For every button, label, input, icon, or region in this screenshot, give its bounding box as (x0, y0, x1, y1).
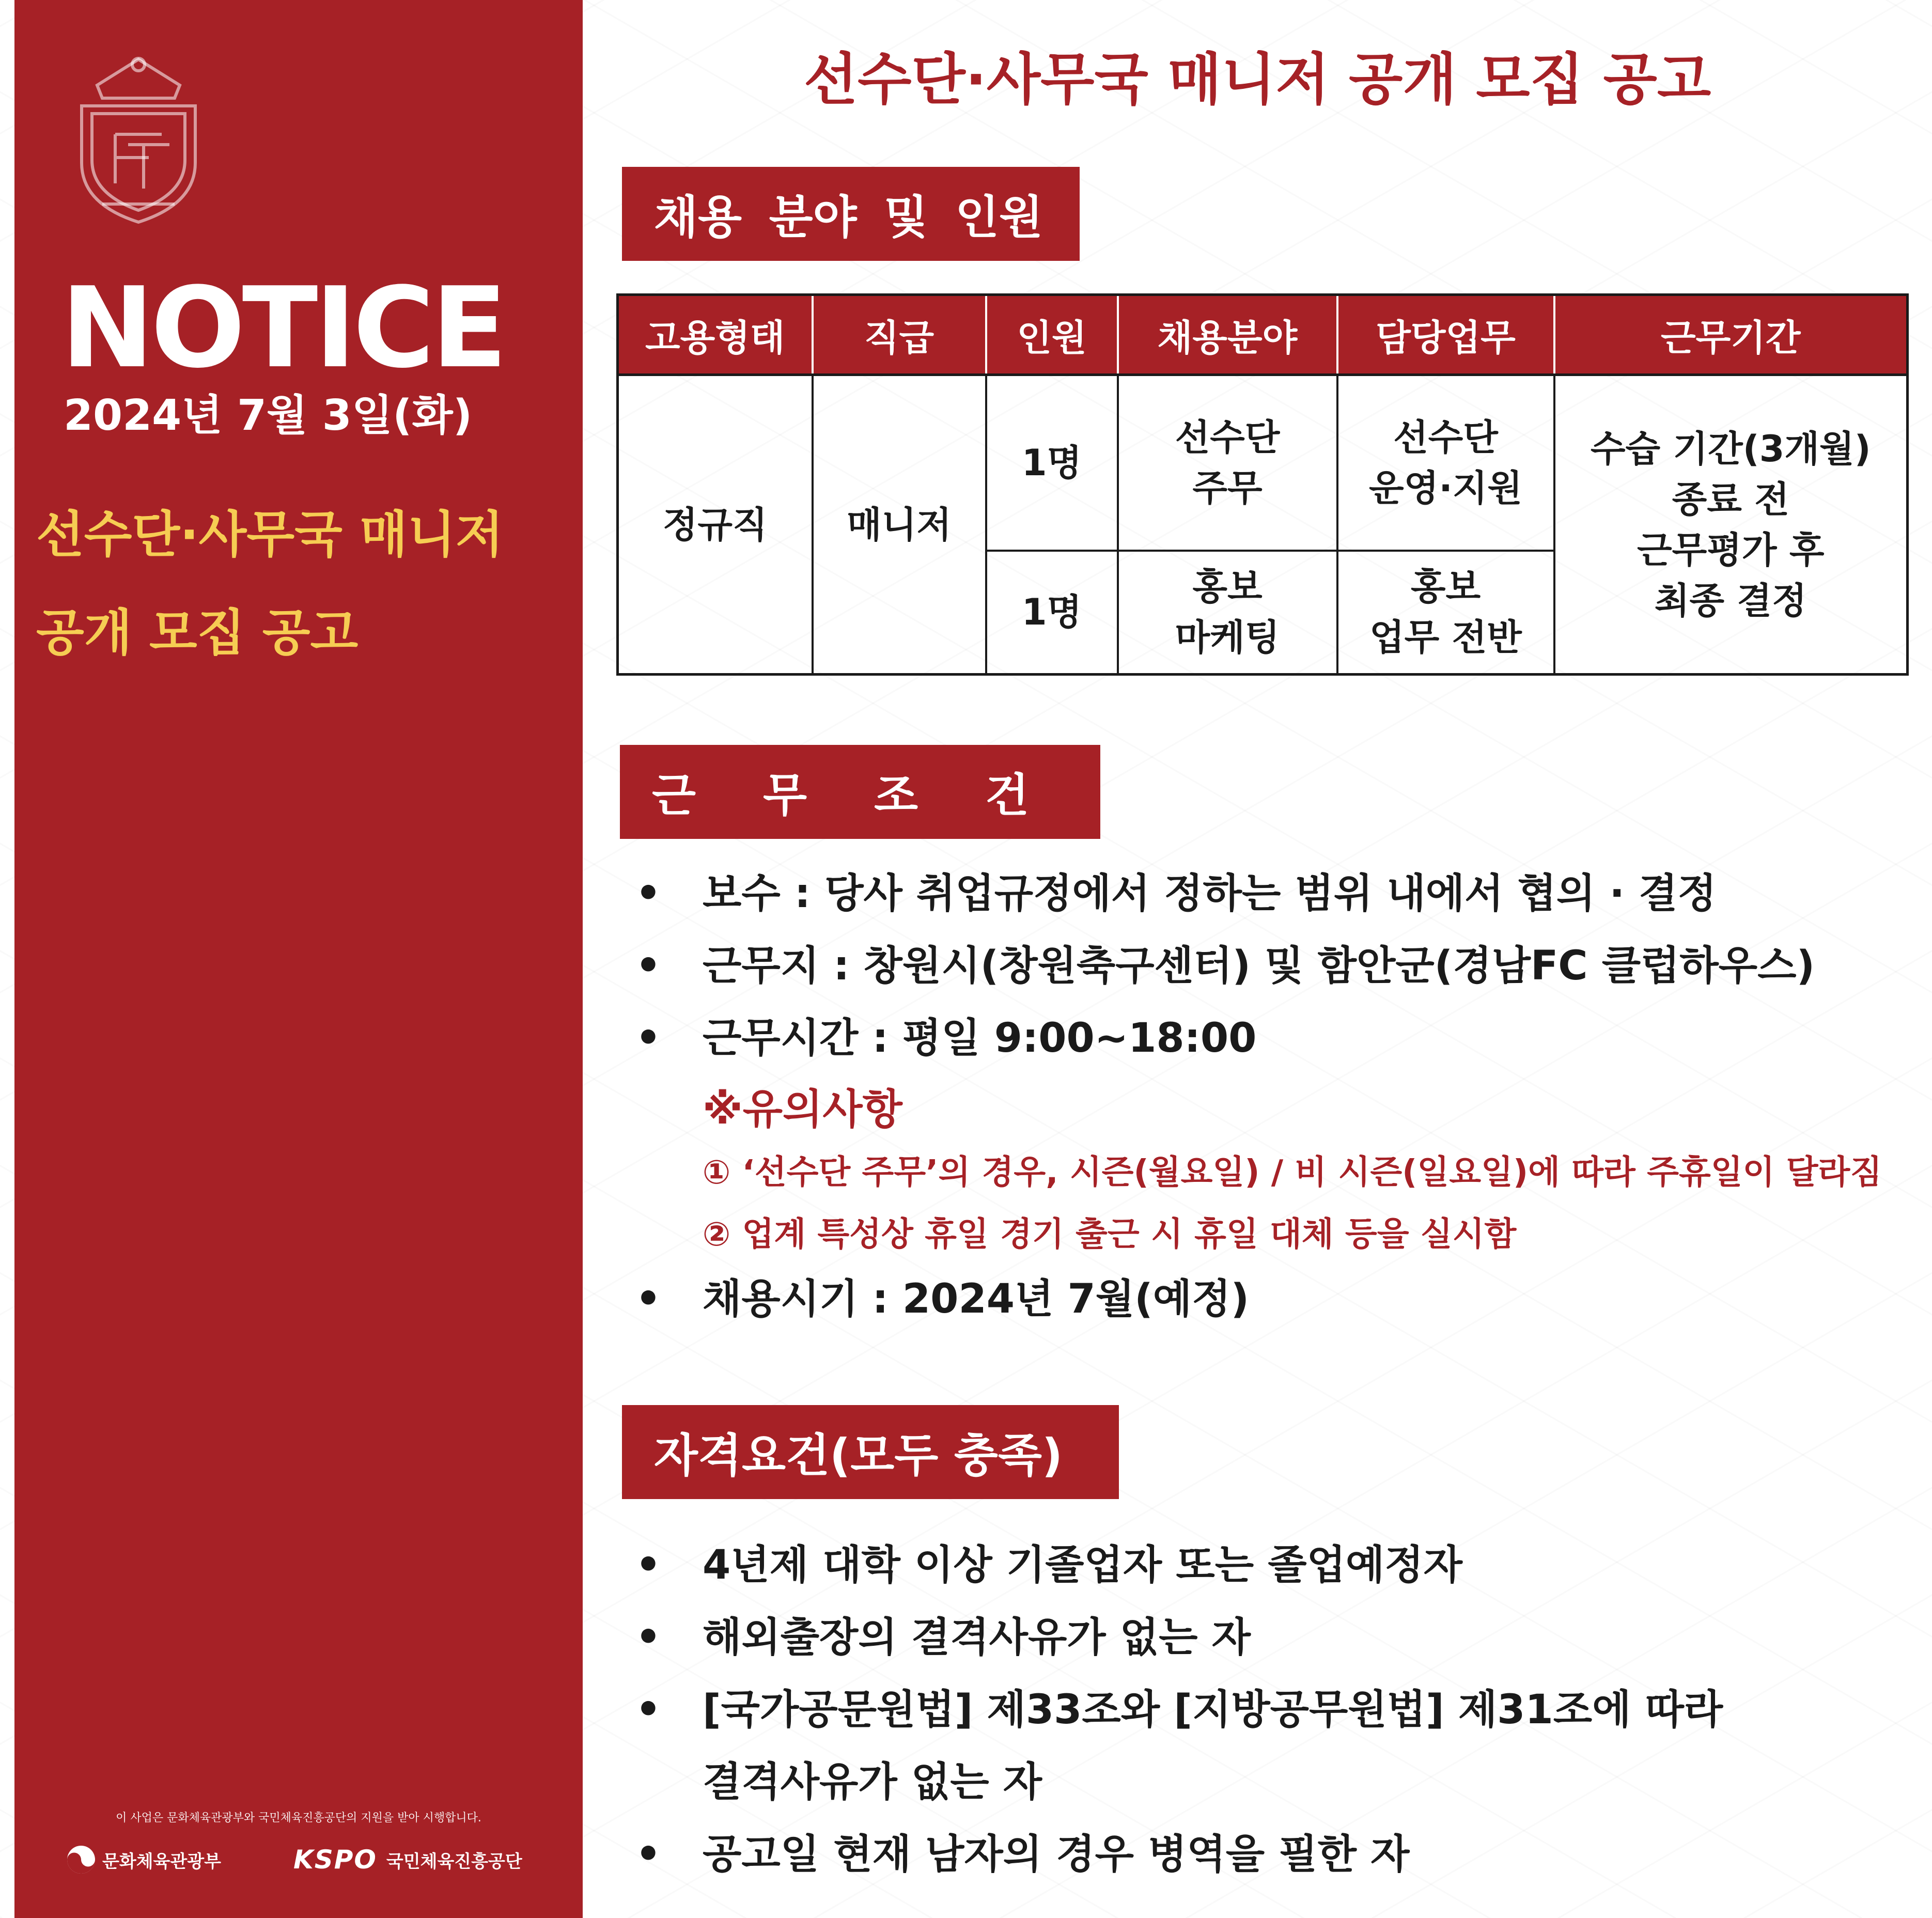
page-title: 선수단·사무국 매니저 공개 모집 공고 (803, 48, 1711, 112)
bullet: • (635, 1831, 661, 1878)
section-recruit-heading: 채용 분야 및 인원 (622, 167, 1080, 261)
note-line-2: ② 업계 특성상 휴일 경기 출근 시 휴일 대체 등을 실시함 (703, 1215, 1517, 1254)
table-header-cell: 인원 (986, 295, 1118, 375)
section-qualifications-heading: 자격요건(모두 충족) (622, 1405, 1119, 1499)
bullet: • (635, 1542, 661, 1588)
kspo-name: 국민체육진흥공단 (386, 1851, 522, 1872)
bullet: • (635, 1614, 661, 1661)
count-cell: 1명 (986, 551, 1118, 675)
hire-time-text: 채용시기 : 2024년 7월(예정) (703, 1276, 1250, 1322)
mcst-logo (66, 1842, 221, 1878)
left-heading-line1: 선수단·사무국 매니저 (36, 506, 504, 564)
sponsor-note: 이 사업은 문화체육관광부와 국민체육진흥공단의 지원을 받아 시행합니다. (116, 1812, 481, 1825)
conditions-list (635, 860, 1917, 1338)
hours-text: 근무시간 : 평일 9:00~18:00 (703, 1015, 1257, 1062)
kspo-logo (293, 1842, 522, 1878)
left-panel (14, 0, 583, 1918)
table-header-row (618, 295, 1908, 375)
location-text: 근무지 : 창원시(창원축구센터) 및 함안군(경남FC 클럽하우스) (703, 943, 1815, 989)
notice-title: NOTICE (61, 263, 505, 393)
pay-text: 보수 : 당사 취업규정에서 정하는 범위 내에서 협의 · 결정 (703, 870, 1717, 917)
list-item (635, 1005, 1917, 1077)
field-cell: 홍보 마케팅 (1118, 551, 1337, 675)
table-header-cell: 고용형태 (618, 295, 813, 375)
bullet: • (635, 1687, 661, 1733)
left-heading-line2: 공개 모집 공고 (36, 604, 359, 662)
notice-date: 2024년 7월 3일(화) (64, 391, 473, 440)
list-item (635, 1818, 1917, 1891)
section-conditions-heading: 근무조건 (620, 745, 1100, 839)
list-item (635, 1266, 1917, 1338)
duty-cell: 선수단 운영·지원 (1337, 375, 1554, 551)
table-header-cell: 채용분야 (1118, 295, 1337, 375)
qualification-text: 해외출장의 결격사유가 없는 자 (703, 1614, 1251, 1661)
count-cell: 1명 (986, 375, 1118, 551)
qualifications-list (635, 1529, 1917, 1891)
qualification-text: 공고일 현재 남자의 경우 병역을 필한 자 (703, 1831, 1410, 1878)
list-item (635, 1674, 1917, 1818)
recruit-table (616, 293, 1909, 676)
kspo-mark: KSPO (293, 1845, 377, 1875)
table-header-cell: 근무기간 (1554, 295, 1908, 375)
list-item (635, 860, 1917, 932)
list-item (635, 1601, 1917, 1674)
bullet: • (635, 1276, 661, 1322)
qualification-text: [국가공문원법] 제33조와 [지방공무원법] 제31조에 따라 결격사유가 없는 자 (703, 1687, 1723, 1805)
rank-cell: 매니저 (813, 375, 986, 675)
list-item (635, 1529, 1917, 1601)
taegeuk-icon (66, 1845, 96, 1875)
bullet: • (635, 1015, 661, 1062)
period-cell: 수습 기간(3개월) 종료 전 근무평가 후 최종 결정 (1554, 375, 1908, 675)
note-line-1: ① ‘선수단 주무’의 경우, 시즌(월요일) / 비 시즌(일요일)에 따라 주휴일이 달라짐 (703, 1153, 1882, 1192)
duty-cell: 홍보 업무 전반 (1337, 551, 1554, 675)
table-header-cell: 직급 (813, 295, 986, 375)
table-row (618, 375, 1908, 551)
table-header-cell: 담당업무 (1337, 295, 1554, 375)
mcst-name: 문화체육관광부 (102, 1851, 221, 1872)
qualification-text: 4년제 대학 이상 기졸업자 또는 졸업예정자 (703, 1542, 1462, 1588)
note-title: ※유의사항 (703, 1085, 902, 1133)
sponsor-logos (66, 1842, 562, 1878)
bullet: • (635, 943, 661, 989)
club-crest-icon (66, 49, 211, 227)
list-item (635, 932, 1917, 1005)
employment-type-cell: 정규직 (618, 375, 813, 675)
bullet: • (635, 870, 661, 917)
field-cell: 선수단 주무 (1118, 375, 1337, 551)
